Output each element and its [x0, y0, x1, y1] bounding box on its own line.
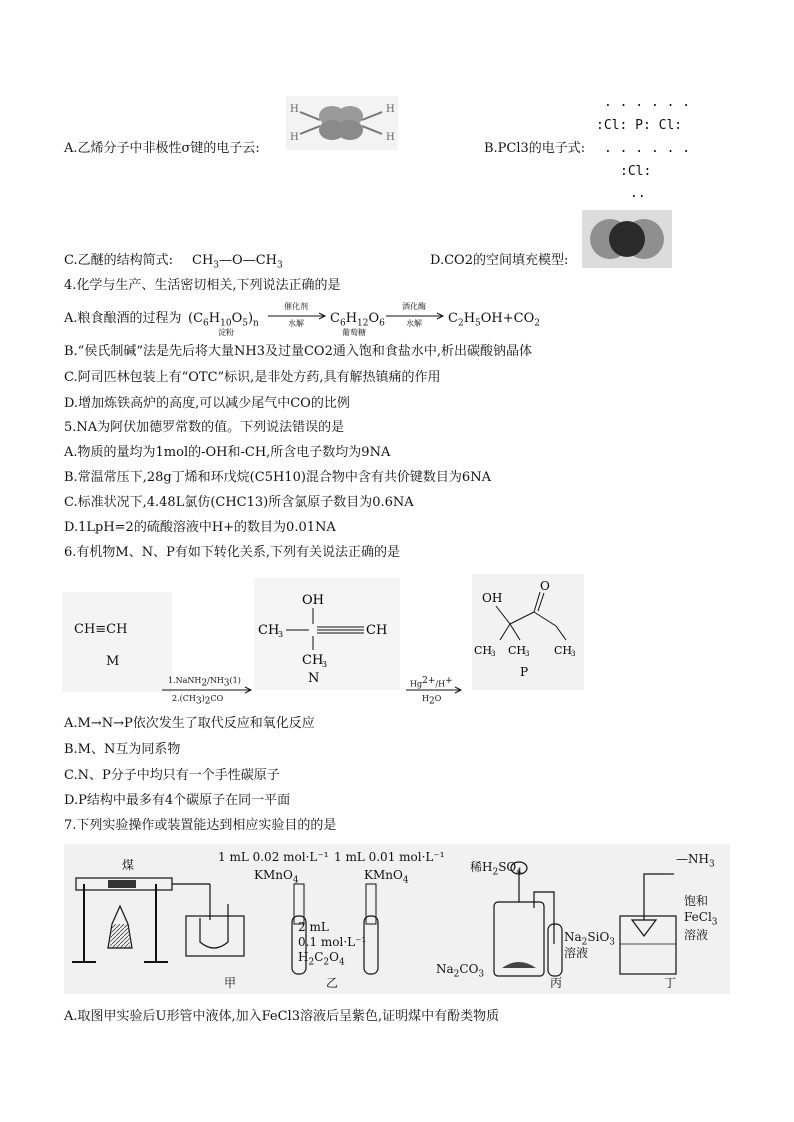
- ding-label: 丁: [664, 976, 677, 990]
- q6-stem: 6.有机物M、N、P有如下转化关系,下列有关说法正确的是: [64, 545, 400, 560]
- q6-option-a: A.M→N→P依次发生了取代反应和氧化反应: [64, 716, 315, 731]
- yi-kmno4-b: 1 mL 0.01 mol·L⁻¹: [334, 850, 445, 864]
- p-label: P: [520, 665, 529, 679]
- q5-stem: 5.NA为阿伏加德罗常数的值。下列说法错误的是: [64, 420, 345, 435]
- q5-option-c: C.标准状况下,4.48L氯仿(CHC13)所含氯原子数目为0.6NA: [64, 495, 414, 510]
- glucose-label: 葡萄糖: [342, 328, 366, 337]
- h-atom-3: H: [386, 104, 395, 115]
- h-atom-2: H: [290, 132, 299, 143]
- q4-option-c: C.阿司匹林包装上有“OTC”标识,是非处方药,具有解热镇痛的作用: [64, 370, 441, 385]
- q4-option-a-prefix: A.粮食酿酒的过程为: [64, 311, 182, 326]
- jia-coal-label: 煤: [122, 858, 135, 872]
- q7-apparatus-figure: [64, 844, 730, 994]
- starch-label: 淀粉: [218, 328, 234, 337]
- m-label: M: [106, 654, 120, 669]
- bing-acid: 稀$H_2SO_4$: [470, 860, 522, 878]
- q5-option-b: B.常温常压下,28g丁烯和环戊烷(C5H10)混合物中含有共价键数目为6NA: [64, 470, 491, 485]
- ethylene-sigma-cloud-figure: [286, 96, 398, 150]
- pcl3-dots-last: ..: [630, 186, 646, 201]
- reaction-arrow-1: [266, 302, 328, 334]
- ding-nh3: $—NH_3$: [676, 852, 715, 870]
- svg-text:CH: CH: [258, 623, 280, 638]
- co2-space-filling-model: [582, 210, 672, 268]
- svg-text:CH: CH: [366, 623, 388, 638]
- q4-stem: 4.化学与生产、生活密切相关,下列说法正确的是: [64, 278, 341, 293]
- yi-label: 乙: [326, 976, 339, 990]
- yi-kmno4-left: KMnO$_4$: [254, 868, 299, 886]
- svg-text:3: 3: [525, 650, 530, 658]
- q6-option-d: D.P结构中最多有4个碳原子在同一平面: [64, 793, 291, 808]
- svg-text:3: 3: [571, 650, 576, 658]
- yi-kmno4-right: KMnO$_4$: [364, 868, 409, 886]
- reaction-arrow-2: [384, 302, 446, 334]
- ether-formula: $CH_3—O—CH_3$: [192, 253, 283, 271]
- reagent-arrow-2: [404, 676, 464, 707]
- n-label: N: [308, 671, 320, 686]
- yi-h2c2o4: $H_2C_2O_4$: [298, 950, 345, 968]
- fermentation-product: $C_2H_5OH+CO_2$: [448, 311, 540, 329]
- pcl3-dots-bottom: . . . . . .: [604, 141, 691, 156]
- arrow1-top: 催化剂: [284, 302, 308, 311]
- svg-text:3: 3: [322, 660, 328, 669]
- yi-h2c2o4-vol: 2 mL: [298, 920, 329, 934]
- arrow2-bottom: 水解: [406, 319, 422, 328]
- q3-option-b-label: B.PCl3的电子式:: [484, 141, 586, 156]
- q5-option-d: D.1LpH=2的硫酸溶液中H+的数目为0.01NA: [64, 520, 336, 535]
- molecule-m: [62, 592, 172, 692]
- bing-na2sio3: $Na_2SiO_3$: [564, 930, 616, 948]
- glucose-formula: $C_6H_{12}O_6$: [330, 311, 385, 329]
- svg-text:3: 3: [278, 630, 284, 639]
- q7-stem: 7.下列实验操作或装置能达到相应实验目的的是: [64, 818, 337, 833]
- svg-text:CH: CH: [554, 644, 573, 657]
- q6-option-c: C.N、P分子中均只有一个手性碳原子: [64, 768, 280, 783]
- reagent-arrow-1: [160, 676, 254, 707]
- q3-option-d-label: D.CO2的空间填充模型:: [430, 253, 569, 268]
- q6-option-b: B.M、N互为同系物: [64, 742, 181, 757]
- reagent1-line1: $1.NaNH_2/NH_3(1)$: [168, 676, 241, 689]
- pcl3-dots-top: . . . . . .: [604, 95, 691, 110]
- arrow1-bottom: 水解: [288, 319, 304, 328]
- m-formula: CH≡CH: [74, 622, 128, 637]
- molecule-n: [254, 578, 400, 690]
- svg-text:CH: CH: [302, 653, 324, 668]
- pcl3-bottom-cl: :Cl:: [620, 164, 652, 179]
- q5-option-a: A.物质的量均为1mol的-OH和-CH,所含电子数均为9NA: [64, 445, 391, 460]
- svg-text:CH: CH: [508, 644, 527, 657]
- svg-text:OH: OH: [482, 591, 503, 605]
- svg-text:OH: OH: [302, 593, 324, 608]
- arrow2-top: 酒化酶: [402, 302, 426, 311]
- ding-solution: 溶液: [684, 928, 709, 942]
- bing-solution: 溶液: [564, 946, 589, 960]
- q3-option-a-label: A.乙烯分子中非极性σ键的电子云:: [64, 141, 260, 156]
- pcl3-middle-row: :Cl: P: Cl:: [596, 118, 683, 133]
- q7-option-a: A.取图甲实验后U形管中液体,加入FeCl3溶液后呈紫色,证明煤中有酚类物质: [64, 1009, 500, 1024]
- h-atom-4: H: [386, 132, 395, 143]
- svg-text:O: O: [540, 579, 550, 593]
- reagent1-line2: $2.(CH_3)_2CO$: [172, 694, 224, 707]
- yi-kmno4-a: 1 mL 0.02 mol·L⁻¹: [218, 850, 329, 864]
- q4-option-b: B.“侯氏制碱”法是先后将大量NH3及过量CO2通入饱和食盐水中,析出碳酸钠晶体: [64, 344, 532, 359]
- reagent2-bottom: $H_2O$: [422, 694, 442, 707]
- q4-option-d: D.增加炼铁高炉的高度,可以减少尾气中CO的比例: [64, 396, 350, 411]
- jia-label: 甲: [224, 976, 237, 990]
- ding-saturated: 饱和: [684, 894, 709, 908]
- yi-h2c2o4-conc: 0.1 mol·L⁻¹: [298, 935, 367, 949]
- reagent2-top: $Hg^{2+}/H^+$: [410, 676, 453, 689]
- q3-option-c-label: C.乙醚的结构简式:: [64, 253, 173, 268]
- bing-label: 丙: [550, 976, 563, 990]
- h-atom-1: H: [290, 104, 299, 115]
- svg-text:3: 3: [491, 650, 496, 658]
- molecule-p: [472, 574, 584, 690]
- starch-formula: $(C_6H_{10}O_5)_n$: [188, 311, 259, 329]
- bing-na2co3: $Na_2CO_3$: [436, 962, 485, 980]
- svg-text:CH: CH: [474, 644, 493, 657]
- ding-fecl3: FeCl$_3$: [684, 910, 718, 928]
